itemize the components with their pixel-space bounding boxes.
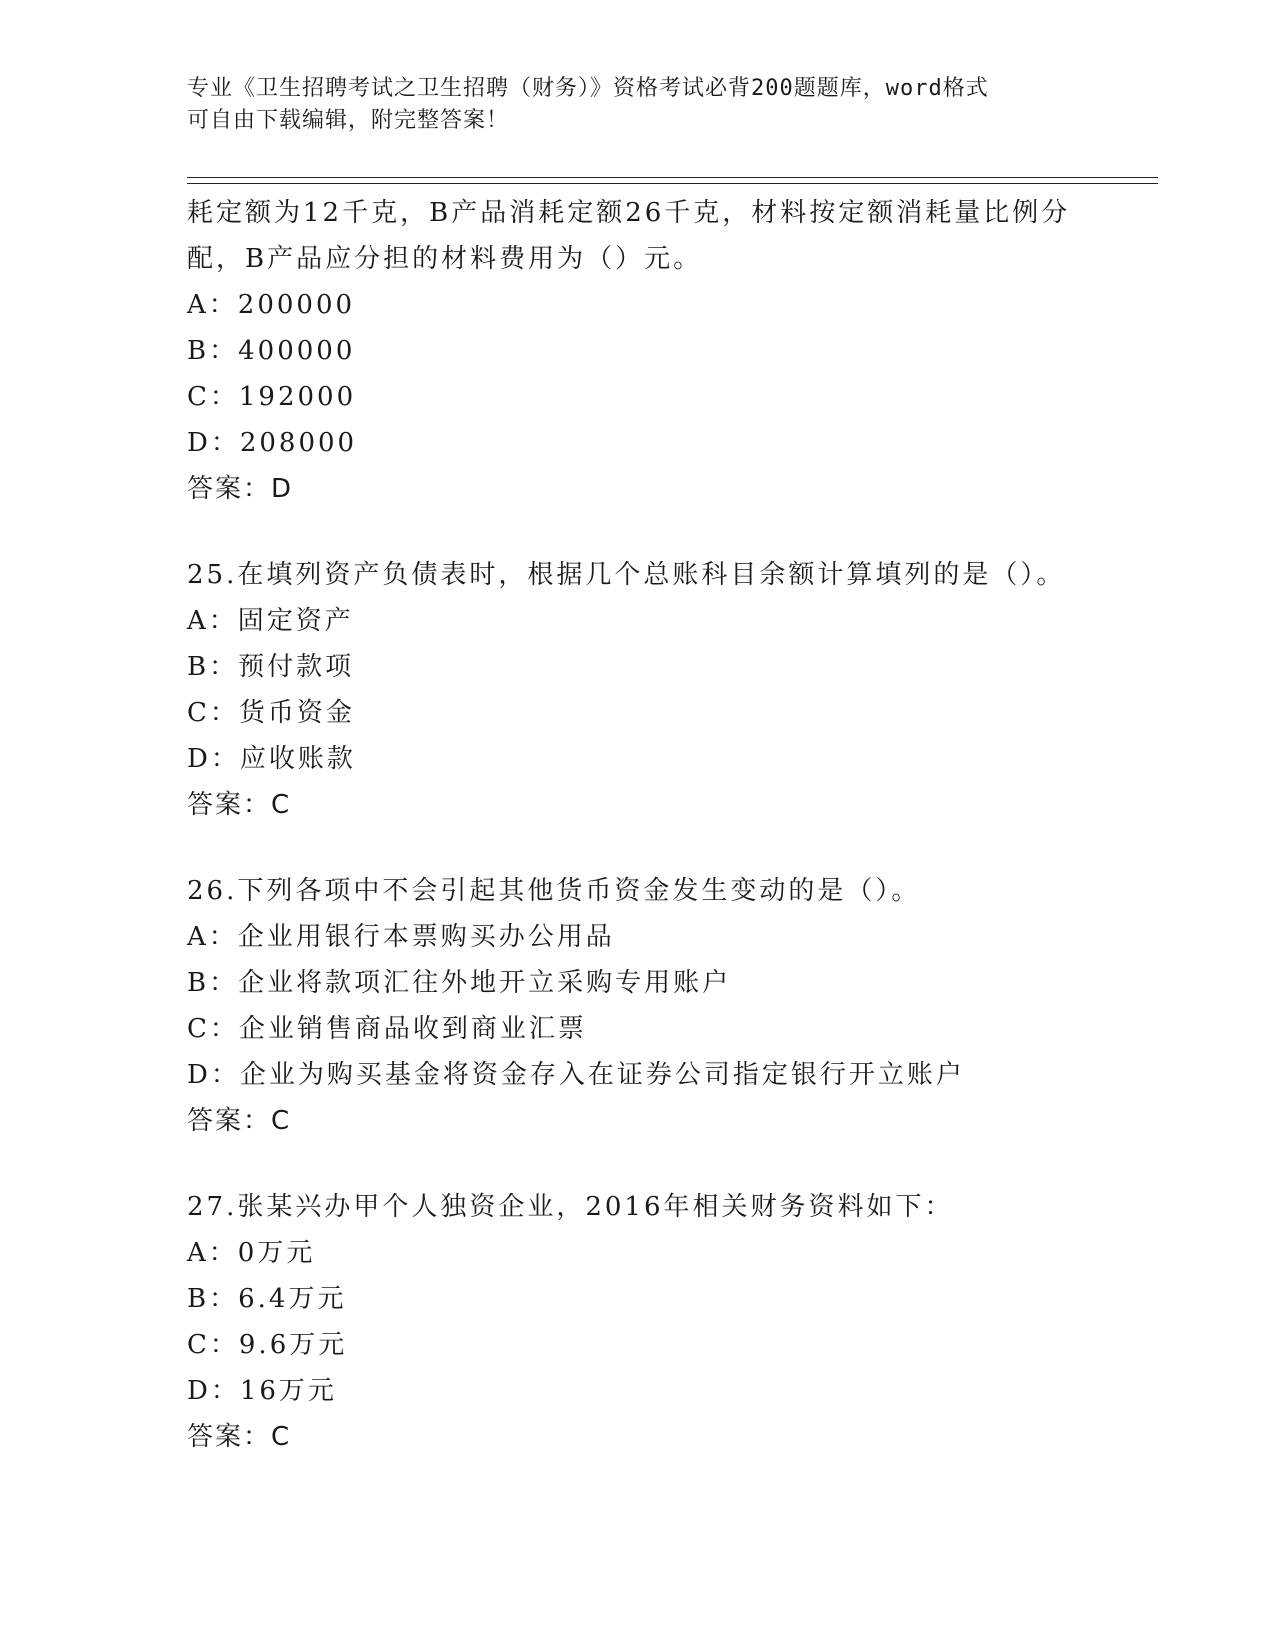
question-list: [187, 190, 1147, 1460]
question-stem: 配，B产品应分担的材料费用为（）元。: [187, 244, 703, 274]
option-c: C：企业销售商品收到商业汇票: [187, 1014, 587, 1044]
option-a: A：200000: [187, 290, 356, 320]
option-d: D：应收账款: [187, 744, 356, 774]
option-b: B：预付款项: [187, 652, 355, 682]
option-a: A：企业用银行本票购买办公用品: [187, 922, 615, 952]
option-c: C：货币资金: [187, 698, 355, 728]
header-divider-bottom: [187, 183, 1158, 184]
question-24: [187, 190, 1147, 512]
option-a: A：固定资产: [187, 606, 354, 636]
header-divider-top: [187, 177, 1158, 178]
answer: 答案：D: [187, 474, 294, 504]
option-d: D：16万元: [187, 1376, 337, 1406]
question-25: [187, 552, 1147, 828]
question-stem: 25.在填列资产负债表时，根据几个总账科目余额计算填列的是（）。: [187, 560, 1066, 590]
question-stem: 耗定额为12千克，B产品消耗定额26千克，材料按定额消耗量比例分: [187, 198, 1071, 228]
question-stem: 27.张某兴办甲个人独资企业，2016年相关财务资料如下：: [187, 1192, 954, 1222]
question-stem: 26.下列各项中不会引起其他货币资金发生变动的是（）。: [187, 876, 921, 906]
option-b: B：企业将款项汇往外地开立采购专用账户: [187, 968, 732, 998]
option-b: B：400000: [187, 336, 356, 366]
document-header: [187, 73, 1087, 137]
option-d: D：208000: [187, 428, 358, 458]
header-line-2: 可自由下载编辑，附完整答案！: [187, 108, 510, 133]
option-c: C：9.6万元: [187, 1330, 348, 1360]
question-26: [187, 868, 1147, 1144]
option-d: D：企业为购买基金将资金存入在证券公司指定银行开立账户: [187, 1060, 965, 1090]
answer: 答案：C: [187, 1106, 292, 1136]
answer: 答案：C: [187, 1422, 292, 1452]
option-c: C：192000: [187, 382, 357, 412]
header-line-1: 专业《卫生招聘考试之卫生招聘（财务）》资格考试必背200题题库，word格式: [187, 76, 989, 101]
question-27: [187, 1184, 1147, 1460]
option-a: A：0万元: [187, 1238, 316, 1268]
answer: 答案：C: [187, 790, 292, 820]
option-b: B：6.4万元: [187, 1284, 347, 1314]
